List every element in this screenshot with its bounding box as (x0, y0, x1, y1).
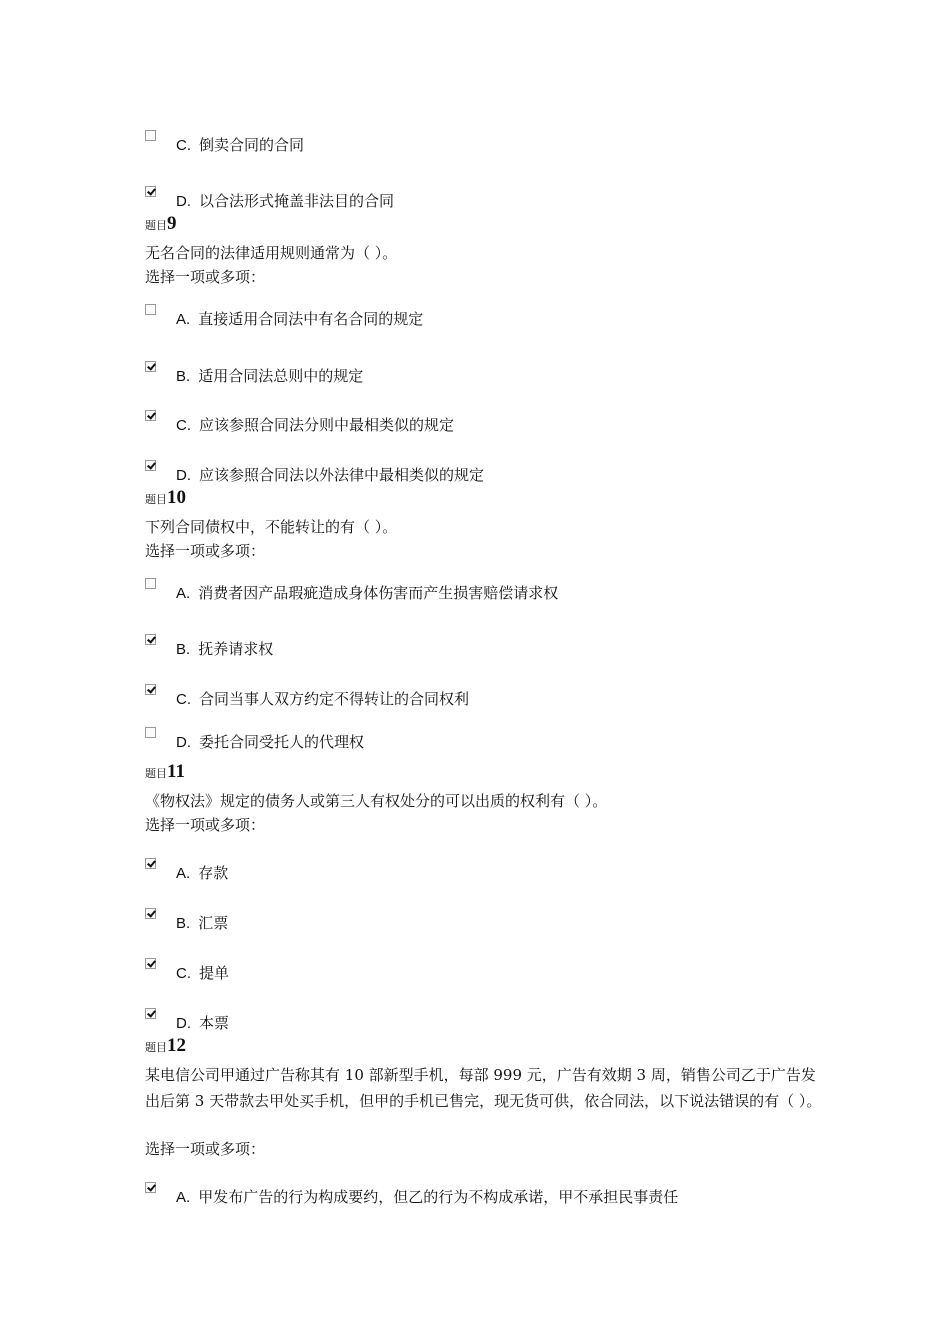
option-checkbox[interactable] (145, 908, 156, 919)
select-hint: 选择一项或多项： (145, 268, 266, 286)
select-hint: 选择一项或多项： (145, 816, 266, 834)
option-checkbox[interactable] (145, 858, 156, 869)
option-checkbox[interactable] (145, 460, 156, 471)
option-label: A. 存款 (176, 864, 229, 882)
question-stem: 某电信公司甲通过广告称其有 10 部新型手机，每部 999 元，广告有效期 3 周，销售公司乙于广告发出后第 3 天带款去甲处买手机，但甲的手机已售完，现无货可供，依合同法，以下说法错误的有（ ）。 (145, 1066, 822, 1110)
option-checkbox[interactable] (145, 634, 156, 645)
option-checkbox[interactable] (145, 684, 156, 695)
option-label: C. 应该参照合同法分则中最相类似的规定 (176, 416, 455, 434)
question-header: 题目9 (145, 213, 177, 234)
option-label: D. 本票 (176, 1014, 230, 1032)
option-label: D. 以合法形式掩盖非法目的合同 (176, 192, 395, 210)
option-checkbox[interactable] (145, 130, 156, 141)
question-stem: 无名合同的法律适用规则通常为（ ）。 (145, 244, 398, 262)
select-hint: 选择一项或多项： (145, 1140, 266, 1158)
option-checkbox[interactable] (145, 727, 156, 738)
option-label: A. 甲发布广告的行为构成要约，但乙的行为不构成承诺，甲不承担民事责任 (176, 1188, 679, 1206)
option-label: A. 直接适用合同法中有名合同的规定 (176, 310, 424, 328)
option-checkbox[interactable] (145, 1182, 156, 1193)
option-label: C. 合同当事人双方约定不得转让的合同权利 (176, 690, 470, 708)
option-label: A. 消费者因产品瑕疵造成身体伤害而产生损害赔偿请求权 (176, 584, 559, 602)
option-label: B. 汇票 (176, 914, 229, 932)
option-label: D. 应该参照合同法以外法律中最相类似的规定 (176, 466, 485, 484)
option-label: D. 委托合同受托人的代理权 (176, 733, 365, 751)
option-label: B. 抚养请求权 (176, 640, 274, 658)
option-checkbox[interactable] (145, 410, 156, 421)
question-header: 题目12 (145, 1035, 186, 1056)
option-checkbox[interactable] (145, 578, 156, 589)
option-label: C. 倒卖合同的合同 (176, 136, 305, 154)
option-checkbox[interactable] (145, 958, 156, 969)
option-checkbox[interactable] (145, 186, 156, 197)
question-header: 题目11 (145, 761, 185, 782)
select-hint: 选择一项或多项： (145, 542, 266, 560)
option-checkbox[interactable] (145, 304, 156, 315)
question-header: 题目10 (145, 487, 186, 508)
option-checkbox[interactable] (145, 361, 156, 372)
question-stem: 《物权法》规定的债务人或第三人有权处分的可以出质的权利有（ ）。 (145, 792, 608, 810)
option-label: B. 适用合同法总则中的规定 (176, 367, 364, 385)
question-stem: 下列合同债权中，不能转让的有（ ）。 (145, 518, 398, 536)
option-checkbox[interactable] (145, 1008, 156, 1019)
option-label: C. 提单 (176, 964, 230, 982)
